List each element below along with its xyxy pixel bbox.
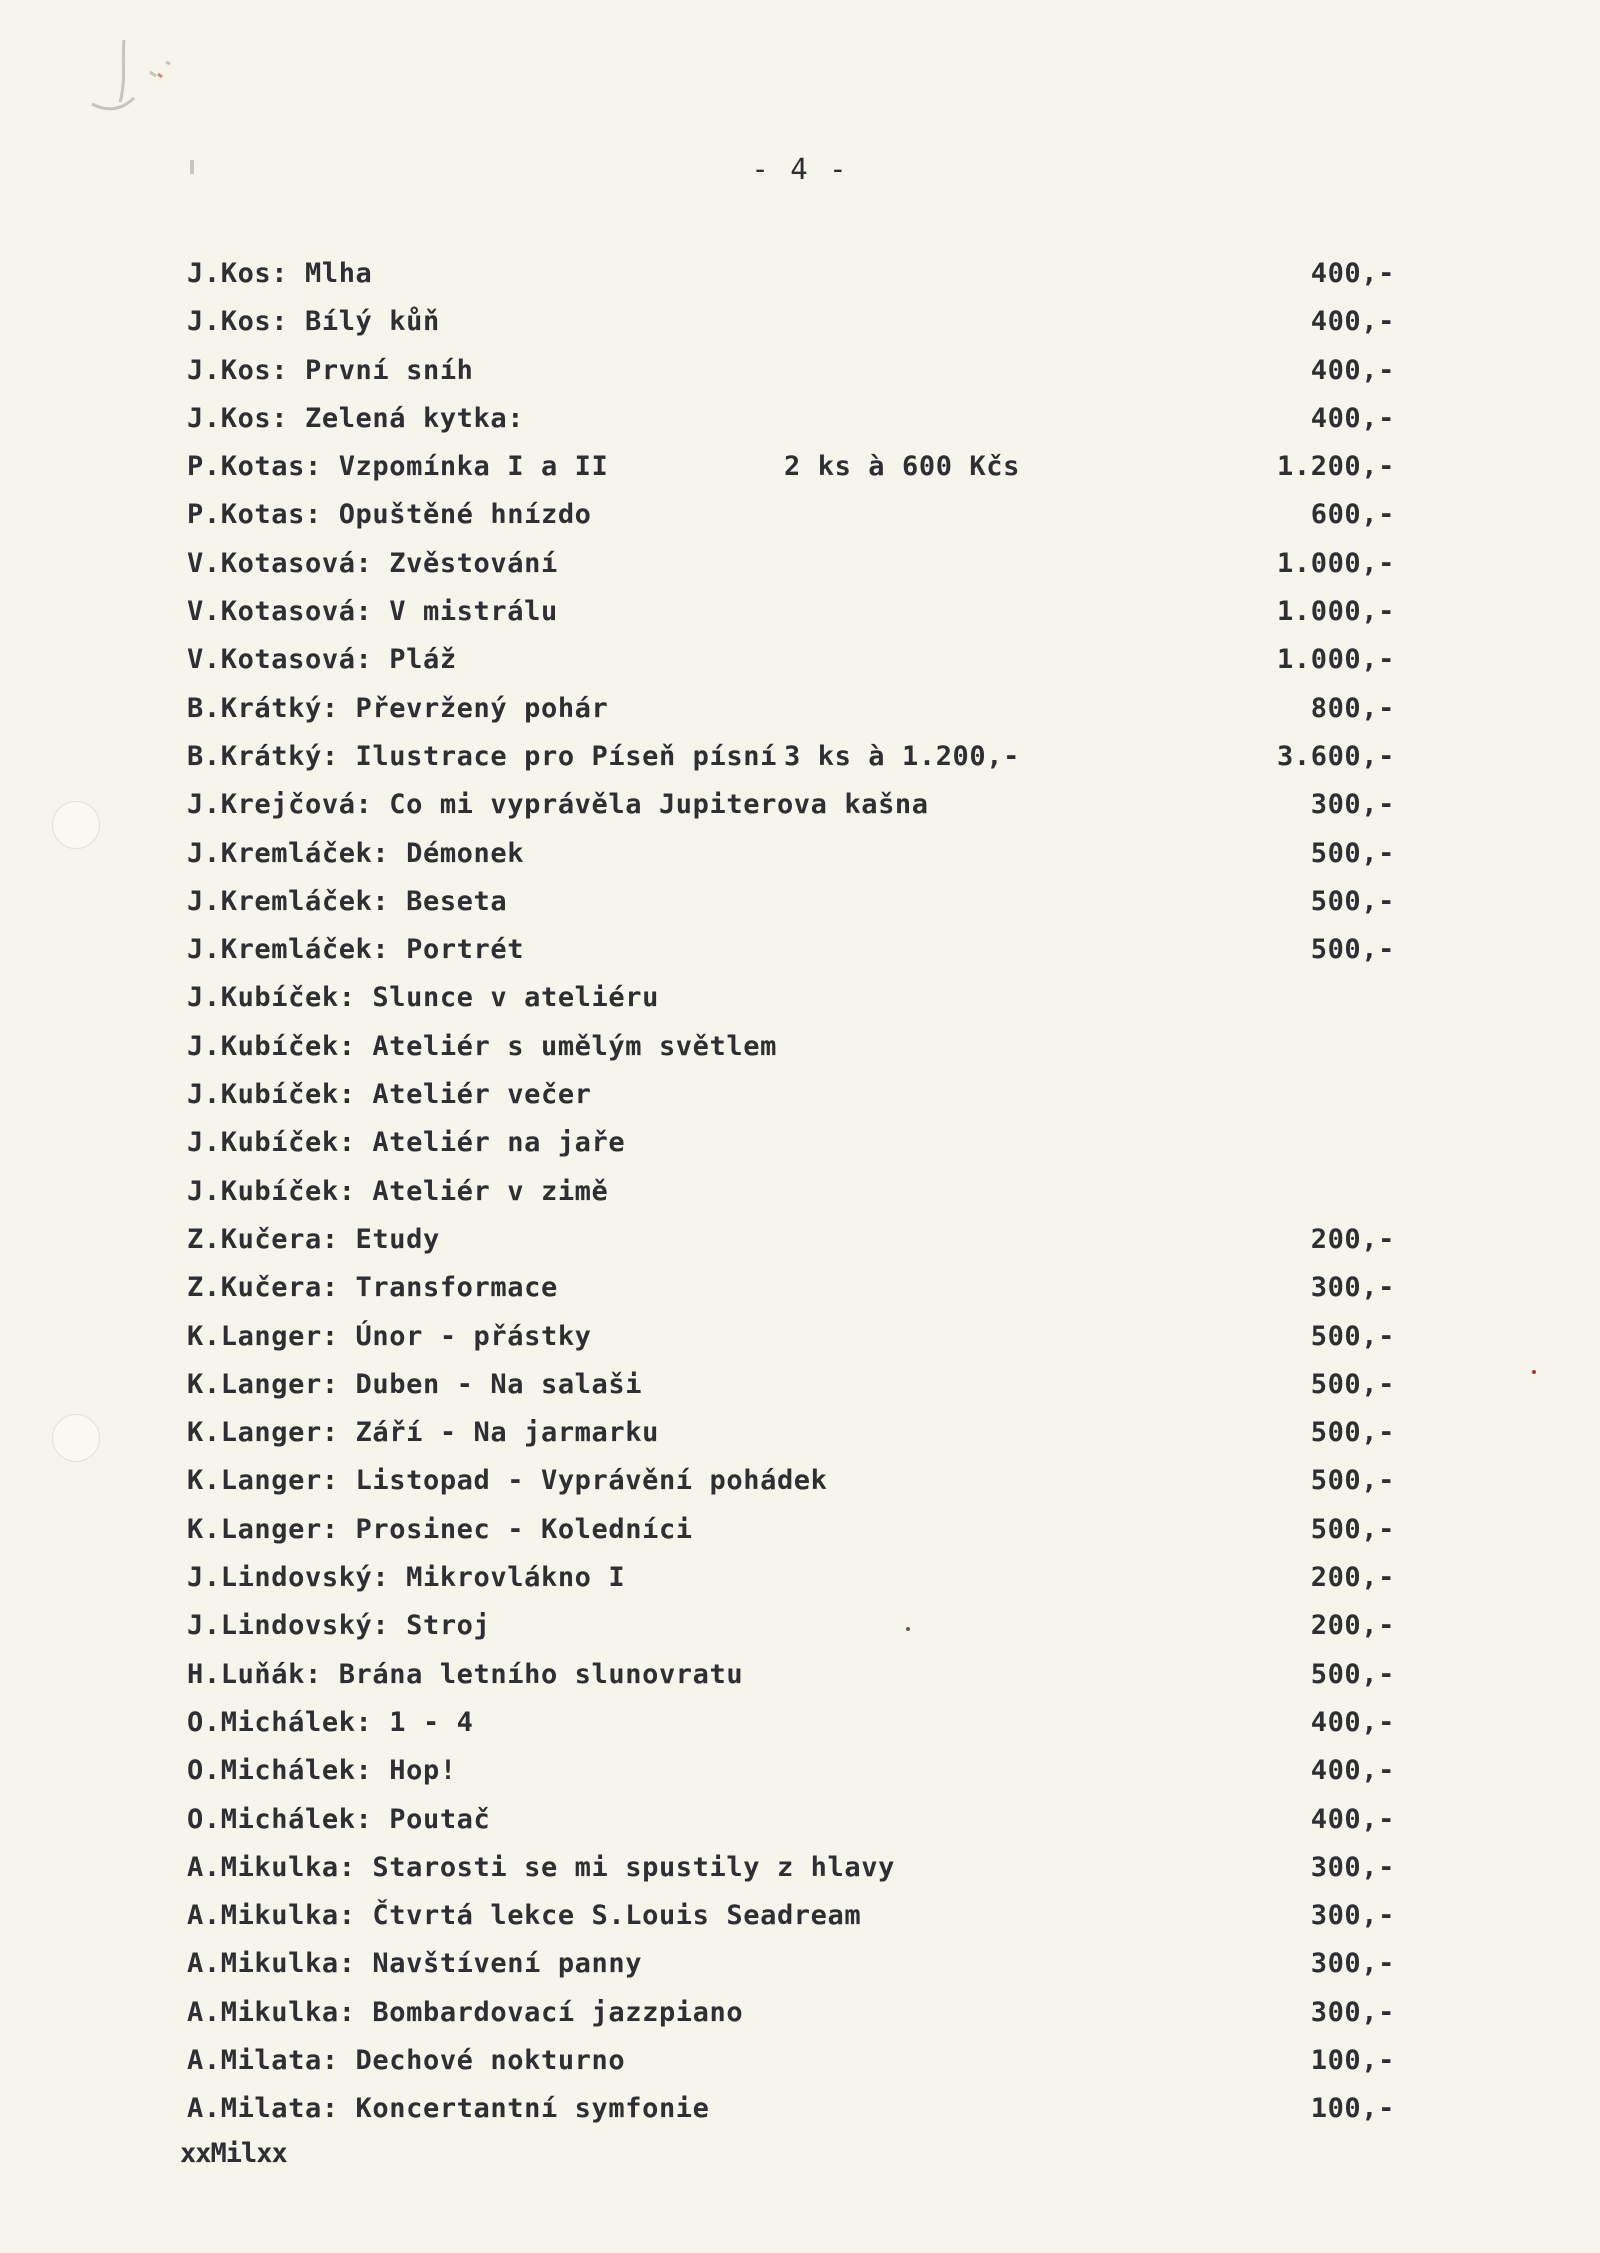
- page-number: - 4 -: [751, 152, 849, 186]
- price: 500,-: [1310, 1417, 1395, 1449]
- price: 500,-: [1310, 934, 1395, 966]
- list-item: [0, 781, 1600, 829]
- list-item: [0, 540, 1600, 588]
- artwork-title: V.Kotasová: Pláž: [187, 644, 457, 676]
- list-item: [0, 733, 1600, 781]
- list-item: [0, 1119, 1600, 1167]
- list-item: [0, 636, 1600, 684]
- price: 100,-: [1310, 2044, 1395, 2076]
- artwork-title: K.Langer: Duben - Na salaši: [187, 1368, 643, 1400]
- price: 1.000,-: [1277, 547, 1395, 579]
- list-item: [0, 443, 1600, 491]
- list-item: [0, 1313, 1600, 1361]
- price: 100,-: [1310, 2093, 1395, 2125]
- list-item: [0, 1892, 1600, 1940]
- price: 500,-: [1310, 1513, 1395, 1545]
- price: 500,-: [1310, 837, 1395, 869]
- artwork-title: H.Luňák: Brána letního slunovratu: [187, 1658, 744, 1690]
- price: 500,-: [1310, 1368, 1395, 1400]
- price: 400,-: [1310, 306, 1395, 338]
- list-item: [0, 1651, 1600, 1699]
- list-item: [0, 1747, 1600, 1795]
- artwork-title: J.Kremláček: Beseta: [187, 885, 508, 917]
- artwork-title: J.Krejčová: Co mi vyprávěla Jupiterova kašna: [187, 789, 929, 821]
- artwork-title: A.Milata: Dechové nokturno: [187, 2044, 626, 2076]
- price: 400,-: [1310, 1803, 1395, 1835]
- list-item: [0, 1409, 1600, 1457]
- list-item: [0, 588, 1600, 636]
- artwork-title: J.Kubíček: Ateliér večer: [187, 1079, 592, 1111]
- artwork-title: K.Langer: Listopad - Vyprávění pohádek: [187, 1465, 828, 1497]
- artwork-title: A.Milata: Koncertantní symfonie: [187, 2093, 710, 2125]
- list-item: [0, 250, 1600, 298]
- price: 300,-: [1310, 1948, 1395, 1980]
- price: 400,-: [1310, 1706, 1395, 1738]
- list-item: [0, 1844, 1600, 1892]
- price: 500,-: [1310, 1320, 1395, 1352]
- artwork-title: K.Langer: Září - Na jarmarku: [187, 1417, 659, 1449]
- struck-out-text: xxMilxx: [180, 2138, 287, 2169]
- artwork-title: A.Mikulka: Bombardovací jazzpiano: [187, 1996, 744, 2028]
- artwork-title: J.Lindovský: Mikrovlákno I: [187, 1562, 626, 1594]
- price: 400,-: [1310, 1755, 1395, 1787]
- price: 200,-: [1310, 1562, 1395, 1594]
- artwork-title: O.Michálek: Hop!: [187, 1755, 457, 1787]
- price: 300,-: [1310, 1996, 1395, 2028]
- list-item: [0, 878, 1600, 926]
- artwork-title: A.Mikulka: Navštívení panny: [187, 1948, 643, 1980]
- list-item: [0, 1989, 1600, 2037]
- list-item: [0, 974, 1600, 1022]
- artwork-title: Z.Kučera: Etudy: [187, 1223, 440, 1255]
- list-item: [0, 1554, 1600, 1602]
- list-item: [0, 298, 1600, 346]
- price: 300,-: [1310, 789, 1395, 821]
- list-item: [0, 395, 1600, 443]
- artwork-title: V.Kotasová: V mistrálu: [187, 596, 558, 628]
- list-item: [0, 1457, 1600, 1505]
- artwork-title: O.Michálek: Poutač: [187, 1803, 491, 1835]
- list-item: [0, 1940, 1600, 1988]
- list-item: [0, 1602, 1600, 1650]
- artwork-title: J.Kubíček: Slunce v ateliéru: [187, 982, 659, 1014]
- price: 300,-: [1310, 1272, 1395, 1304]
- artwork-title: J.Kos: Zelená kytka:: [187, 402, 525, 434]
- price: 400,-: [1310, 402, 1395, 434]
- artwork-title: J.Kubíček: Ateliér na jaře: [187, 1127, 626, 1159]
- list-item: [0, 1506, 1600, 1554]
- price: 500,-: [1310, 1465, 1395, 1497]
- price: 600,-: [1310, 499, 1395, 531]
- artwork-title: B.Krátký: Ilustrace pro Píseň písní: [187, 740, 777, 772]
- artwork-title: P.Kotas: Vzpomínka I a II: [187, 451, 609, 483]
- artwork-title: P.Kotas: Opuštěné hnízdo: [187, 499, 592, 531]
- artwork-title: J.Kremláček: Démonek: [187, 837, 525, 869]
- artwork-title: K.Langer: Prosinec - Koledníci: [187, 1513, 693, 1545]
- list-item: [0, 830, 1600, 878]
- price: 200,-: [1310, 1610, 1395, 1642]
- list-item: [0, 1264, 1600, 1312]
- list-item: [0, 1361, 1600, 1409]
- price: 300,-: [1310, 1851, 1395, 1883]
- list-item: [0, 491, 1600, 539]
- price: 500,-: [1310, 1658, 1395, 1690]
- artwork-title: J.Lindovský: Stroj: [187, 1610, 491, 1642]
- artwork-title: V.Kotasová: Zvěstování: [187, 547, 558, 579]
- list-item: [0, 1023, 1600, 1071]
- list-item: [0, 2085, 1600, 2133]
- artwork-title: J.Kos: První sníh: [187, 354, 474, 386]
- price: 1.200,-: [1277, 451, 1395, 483]
- price: 400,-: [1310, 354, 1395, 386]
- quantity-note: 3 ks à 1.200,-: [784, 740, 1020, 772]
- price: 400,-: [1310, 258, 1395, 289]
- artwork-title: J.Kos: Bílý kůň: [187, 306, 440, 338]
- artwork-title: J.Kubíček: Ateliér v zimě: [187, 1175, 609, 1207]
- price: 1.000,-: [1277, 596, 1395, 628]
- price: 3.600,-: [1277, 740, 1395, 772]
- list-item: [0, 2037, 1600, 2085]
- list-item: [0, 1168, 1600, 1216]
- list-item: [0, 926, 1600, 974]
- artwork-title: J.Kubíček: Ateliér s umělým světlem: [187, 1030, 777, 1062]
- price: 300,-: [1310, 1900, 1395, 1932]
- price: 500,-: [1310, 885, 1395, 917]
- list-item: [0, 1216, 1600, 1264]
- list-item: [0, 1796, 1600, 1844]
- price-list: [0, 250, 1600, 2134]
- artwork-title: K.Langer: Únor - přástky: [187, 1320, 592, 1352]
- artwork-title: A.Mikulka: Starosti se mi spustily z hlavy: [187, 1851, 895, 1883]
- price: 200,-: [1310, 1223, 1395, 1255]
- list-item: [0, 685, 1600, 733]
- artwork-title: A.Mikulka: Čtvrtá lekce S.Louis Seadream: [187, 1900, 862, 1932]
- list-item: [0, 1071, 1600, 1119]
- artwork-title: Z.Kučera: Transformace: [187, 1272, 558, 1304]
- price: 1.000,-: [1277, 644, 1395, 676]
- list-item: [0, 1699, 1600, 1747]
- quantity-note: 2 ks à 600 Kčs: [784, 451, 1020, 483]
- artwork-title: O.Michálek: 1 - 4: [187, 1706, 474, 1738]
- artwork-title: J.Kremláček: Portrét: [187, 934, 525, 966]
- price: 800,-: [1310, 692, 1395, 724]
- pencil-mark: [62, 32, 182, 122]
- list-item: [0, 347, 1600, 395]
- artwork-title: J.Kos: Mlha: [187, 258, 373, 289]
- artwork-title: B.Krátký: Převržený pohár: [187, 692, 609, 724]
